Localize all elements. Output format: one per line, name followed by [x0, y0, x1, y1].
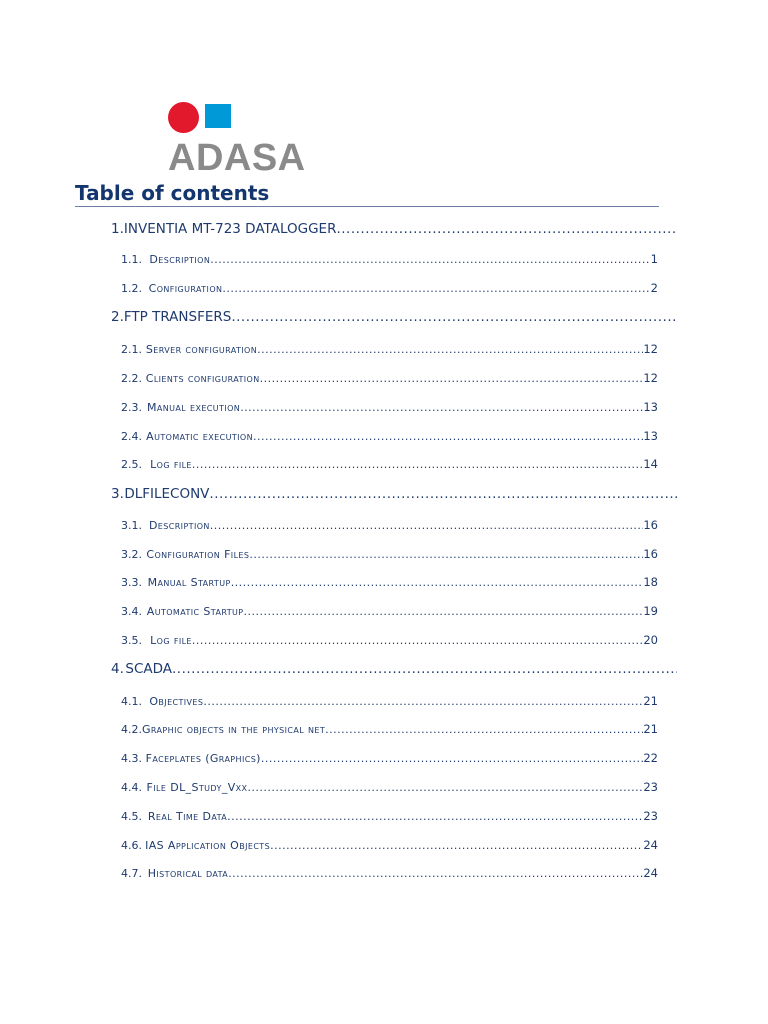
- toc-entry-number: 1.1.: [121, 253, 142, 266]
- toc-entry-title: Manual execution: [146, 401, 241, 414]
- toc-entry-number: 4.7.: [121, 867, 142, 880]
- toc-entry-title: Clients configuration: [145, 372, 260, 385]
- toc-entry-number: 3.: [111, 486, 124, 502]
- toc-entry-number: 3.4.: [121, 605, 142, 618]
- toc-entry-page: 23: [643, 780, 658, 794]
- toc-entry-title: Automatic Startup: [146, 605, 244, 618]
- toc-subsection-entry[interactable]: [121, 547, 658, 561]
- toc-entry-title: Log file: [150, 634, 192, 647]
- toc-entry-title: Server configuration: [145, 343, 258, 356]
- toc-entry-number: 4.: [111, 661, 124, 677]
- toc-entry-page: 22: [643, 751, 658, 765]
- toc-entry-number: 3.2.: [121, 548, 142, 561]
- toc-dot-leader: [260, 372, 644, 385]
- toc-entry-title: Configuration Files: [146, 548, 250, 561]
- toc-dot-leader: [325, 723, 643, 736]
- toc-subsection-entry[interactable]: [121, 518, 658, 532]
- toc-entry-title: Configuration: [148, 282, 223, 295]
- toc-entry-page: 23: [643, 809, 658, 823]
- toc-dot-leader: [209, 486, 677, 502]
- toc-entry-number: 2.5.: [121, 458, 142, 471]
- toc-subsection-entry[interactable]: [121, 838, 658, 852]
- toc-section-entry[interactable]: [111, 661, 677, 677]
- toc-entry-page: 12: [643, 342, 658, 356]
- toc-subsection-entry[interactable]: [121, 633, 658, 647]
- toc-entry-title: IAS Application Objects: [145, 839, 271, 852]
- toc-entry-title: DLFILECONV: [124, 486, 210, 502]
- toc-subsection-entry[interactable]: [121, 371, 658, 385]
- toc-entry-number: 4.6.: [121, 839, 142, 852]
- toc-heading: Table of contents: [75, 181, 270, 205]
- toc-dot-leader: [231, 576, 644, 589]
- toc-dot-leader: [247, 781, 643, 794]
- toc-dot-leader: [253, 430, 643, 443]
- logo-blue-square: [205, 104, 231, 128]
- toc-dot-leader: [227, 810, 643, 823]
- adasa-logo: [168, 100, 328, 180]
- toc-entry-title: Manual Startup: [147, 576, 231, 589]
- toc-subsection-entry[interactable]: [121, 429, 658, 443]
- toc-subsection-entry[interactable]: [121, 809, 658, 823]
- toc-subsection-entry[interactable]: [121, 457, 658, 471]
- toc-entry-number: 2.4.: [121, 430, 142, 443]
- toc-entry-number: 1.2.: [121, 282, 142, 295]
- toc-dot-leader: [192, 458, 643, 471]
- toc-dot-leader: [222, 282, 650, 295]
- toc-entry-title: Log file: [150, 458, 192, 471]
- toc-entry-page: 20: [643, 633, 658, 647]
- toc-dot-leader: [228, 867, 643, 880]
- toc-entry-page: 16: [643, 547, 658, 561]
- toc-entry-title: Historical data: [147, 867, 229, 880]
- toc-entry-number: 3.3.: [121, 576, 142, 589]
- toc-entry-title: Automatic execution: [146, 430, 253, 443]
- toc-dot-leader: [210, 253, 650, 266]
- toc-subsection-entry[interactable]: [121, 281, 658, 295]
- toc-entry-number: 1.: [111, 221, 124, 237]
- toc-subsection-entry[interactable]: [121, 400, 658, 414]
- toc-entry-number: 2.2.: [121, 372, 142, 385]
- toc-entry-title: Description: [148, 519, 210, 532]
- toc-entry-title: INVENTIA MT-723 DATALOGGER: [123, 221, 337, 237]
- toc-entry-page: 18: [643, 575, 658, 589]
- toc-divider: [75, 206, 659, 207]
- toc-entry-number: 4.5.: [121, 810, 142, 823]
- toc-entry-page: 19: [643, 604, 658, 618]
- toc-subsection-entry[interactable]: [121, 780, 658, 794]
- toc-entry-page: 12: [643, 371, 658, 385]
- toc-subsection-entry[interactable]: [121, 722, 658, 736]
- toc-entry-page: 14: [643, 457, 658, 471]
- toc-dot-leader: [261, 752, 643, 765]
- toc-section-entry[interactable]: [111, 309, 677, 325]
- toc-entry-page: 21: [643, 694, 658, 708]
- toc-entry-number: 4.1.: [121, 695, 142, 708]
- toc-dot-leader: [270, 839, 643, 852]
- toc-dot-leader: [192, 634, 643, 647]
- toc-entry-page: 2: [650, 281, 658, 295]
- toc-entry-number: 4.4.: [121, 781, 142, 794]
- toc-entry-page: 13: [643, 400, 658, 414]
- toc-entry-page: 24: [643, 866, 658, 880]
- toc-dot-leader: [336, 221, 677, 237]
- toc-entry-page: 13: [643, 429, 658, 443]
- toc-section-entry[interactable]: [111, 221, 677, 237]
- logo-wordmark: ADASA: [168, 137, 306, 179]
- toc-entry-number: 4.2.: [121, 723, 142, 736]
- toc-subsection-entry[interactable]: [121, 866, 658, 880]
- toc-entry-page: 24: [643, 838, 658, 852]
- toc-entry-title: File DL_Study_Vxx: [146, 781, 248, 794]
- toc-dot-leader: [257, 343, 643, 356]
- toc-entry-page: 21: [643, 722, 658, 736]
- toc-entry-number: 2.: [111, 309, 124, 325]
- toc-entry-title: SCADA: [125, 661, 172, 677]
- toc-entry-title: Objectives: [149, 695, 204, 708]
- toc-entry-title: Real Time Data: [147, 810, 228, 823]
- toc-entry-number: 2.3.: [121, 401, 142, 414]
- toc-entry-title: Graphic objects in the physical net: [142, 723, 326, 736]
- toc-entry-number: 3.1.: [121, 519, 142, 532]
- toc-dot-leader: [210, 519, 644, 532]
- toc-entry-page: 16: [643, 518, 658, 532]
- toc-dot-leader: [249, 548, 643, 561]
- logo-red-circle: [168, 102, 199, 133]
- toc-subsection-entry[interactable]: [121, 252, 658, 266]
- toc-entry-title: Description: [149, 253, 211, 266]
- toc-dot-leader: [203, 695, 643, 708]
- toc-subsection-entry[interactable]: [121, 342, 658, 356]
- toc-entry-page: 1: [650, 252, 658, 266]
- toc-dot-leader: [172, 661, 677, 677]
- toc-subsection-entry[interactable]: [121, 575, 658, 589]
- toc-subsection-entry[interactable]: [121, 694, 658, 708]
- toc-entry-number: 4.3.: [121, 752, 142, 765]
- toc-dot-leader: [240, 401, 643, 414]
- toc-subsection-entry[interactable]: [121, 604, 658, 618]
- toc-entry-number: 2.1.: [121, 343, 142, 356]
- toc-subsection-entry[interactable]: [121, 751, 658, 765]
- toc-entry-title: Faceplates (Graphics): [145, 752, 261, 765]
- toc-dot-leader: [243, 605, 643, 618]
- toc-entry-title: FTP TRANSFERS: [123, 309, 232, 325]
- toc-dot-leader: [231, 309, 677, 325]
- toc-section-entry[interactable]: [111, 486, 677, 502]
- toc-entry-number: 3.5.: [121, 634, 142, 647]
